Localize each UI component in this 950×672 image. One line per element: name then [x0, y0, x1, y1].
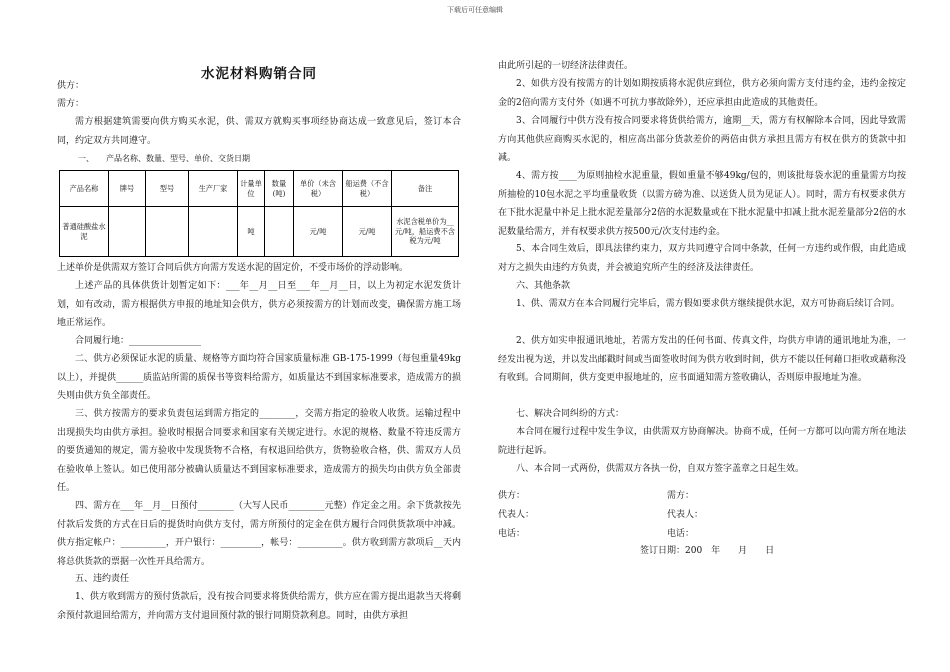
section-1-title: 一、 产品名称、数量、型号、单价、交货日期	[78, 154, 250, 163]
table-cell	[146, 207, 189, 257]
section-5-item-2: 2、如供方没有按需方的计划如期按质将水泥供应到位，供方必须向需方支付违约金，违约金按定金的2倍向需方支付外（如遇不可抗力事故除外），还应承担由此造成的其他责任。	[498, 79, 906, 108]
table-cell: 吨	[238, 207, 265, 257]
section-6-item-1: 1、供、需双方在本合同履行完毕后，需方假如要求供方继续提供水泥，双方可协商后续订合同。	[516, 299, 900, 309]
table-header-cell: 备注	[392, 171, 459, 207]
table-header-row	[60, 171, 459, 207]
section-5-item-5: 5、本合同生效后，即具法律约束力，双方共同遵守合同中条款，任何一方违约或作假，由此造成对方之损失由违约方负责，并会被追究所产生的经济及法律责任。	[498, 244, 906, 273]
supplier-phone-label: 电话：	[498, 529, 526, 539]
signing-date: 签订日期：200 年 月 日	[640, 546, 775, 556]
table-cell	[265, 207, 294, 257]
section-5-item-3: 3、合同履行中供方没有按合同要求将货供给需方，逾期__天，需方有权解除本合同，因此导致需方向其他供应商购买水泥的，相应高出部分货款差价的两倍由供方承担且需方有权在供方的货款中扣减。	[498, 116, 906, 163]
table-row	[60, 207, 459, 257]
section-4: 四、需方在___年__月__日预付________（大写人民币________元整）作定金之用。余下货款按先付款后发货的方式在日后的提货时向供方支付，需方所预付的定金在供方履行合同供货款项中冲减。供方指定帐户：__________，开户银行：_________，帐号：__________。供方收到需方款项后__天内将总供货款的票据一次性开具给需方。	[57, 501, 461, 567]
product-table	[59, 170, 459, 257]
buyer-representative-label: 代表人：	[667, 510, 704, 520]
table-header-cell: 牌号	[109, 171, 146, 207]
buyer-line: 需方：	[57, 99, 85, 109]
section-8: 八、本合同一式两份，供需双方各执一份，自双方签字盖章之日起生效。	[516, 464, 805, 474]
supplier-representative-label: 代表人：	[498, 510, 535, 520]
section-7-body: 本合同在履行过程中发生争议，由供需双方协商解决。协商不成，任何一方都可以向需方所在地法院进行起诉。	[498, 427, 906, 456]
table-cell: 元/吨	[343, 207, 392, 257]
section-3: 三、供方按需方的要求负责包运到需方指定的________，交需方指定的验收人收货。运输过程中出现损失均由供方承担。验收时根据合同要求和国家有关规定进行。水泥的规格、数量不符违反需方的要货通知的规定，需方验收中发现货物不合格，有权退回给供方，货物验收合格，供、需双方人员在验收单上签认。如已使用部分被确认质量达不到国家标准要求，造成需方的损失均由供方负全部责任。	[57, 409, 461, 493]
section-5-item-4: 4、需方按____为原则抽检水泥重量，假如重量不够49kg/包的，则该批每袋水泥的重量需方均按所抽检的10包水泥之平均重量收货（以需方磅为准、以送货人员为见证人）。同时，需方有权要求供方在下批水泥量中补足上批水泥差量部分2倍的水泥数量或在下批水泥量中扣减上批水泥差量部分2倍的水泥数量给需方，并有权要求供方按500元/次支付违约金。	[498, 171, 906, 237]
table-header-cell: 船运费（不含税）	[343, 171, 392, 207]
table-header-cell: 计量单位	[238, 171, 265, 207]
section-2: 二、供方必须保证水泥的质量、规格等方面均符合国家质量标准 GB-175-1999（每包重量49kg以上），并提供______质监站所需的质保书等资料给需方，如质量达不到国家标准要求，造成需方的损失则由供方负全部责任。	[57, 354, 461, 401]
table-cell	[109, 207, 146, 257]
supplier-line: 供方：	[57, 81, 85, 91]
section-5-title: 五、违约责任	[75, 574, 130, 584]
delivery-plan: 上述产品的具体供货计划暂定如下：___年__月__日至___年__月__日，以上为初定水泥发货计划，如有改动，需方根据供方申报的地址知会供方，供方必须按需方的计划而改变，确保需方施工场地正常运作。	[57, 281, 461, 328]
liability-continuation: 由此所引起的一切经济法律责任。	[498, 61, 634, 71]
table-cell: 水泥含税单价为__元/吨，船运费不含税为元/吨	[392, 207, 459, 257]
table-header-cell: 单价（未含税）	[294, 171, 343, 207]
table-header-cell: 数量(吨)	[265, 171, 294, 207]
signature-buyer-label: 需方：	[667, 491, 695, 501]
header-note: 下载后可任意编辑	[447, 6, 503, 14]
intro-paragraph: 需方根据建筑需要向供方购买水泥，供、需双方就购买事项经协商达成一致意见后，签订本合同，约定双方共同遵守。	[57, 117, 461, 146]
buyer-phone-label: 电话：	[667, 529, 695, 539]
section-5-item-1: 1、供方收到需方的预付货款后，没有按合同要求将货供给需方，供方应在需方提出退款当天将剩余预付款退回给需方，并向需方支付退回预付款的银行同期贷款利息。同时，由供方承担	[57, 592, 461, 621]
table-header-cell: 型号	[146, 171, 189, 207]
price-note: 上述单价是供需双方签订合同后供方向需方发送水泥的固定价，不受市场价的浮动影响。	[57, 263, 409, 273]
performance-venue: 合同履行地：________________	[75, 336, 202, 346]
section-7-title: 七、解决合同纠纷的方式：	[516, 409, 625, 419]
section-6-item-2: 2、供方如实申报通讯地址，若需方发出的任何书面、传真文件，均供方申请的通讯地址为准，一经发出视为送，并以发出邮戳时间或当面签收时间为供方收到时间，供方不能以任何藉口拒收或藉称没有收到。合同期间，供方变更申报地址的，应书面通知需方签收确认，否则原申报地址为准。	[498, 336, 906, 383]
table-cell: 元/吨	[294, 207, 343, 257]
table-cell	[189, 207, 238, 257]
table-header-cell: 生产厂家	[189, 171, 238, 207]
table-header-cell: 产品名称	[60, 171, 109, 207]
signature-supplier-label: 供方：	[498, 491, 526, 501]
table-cell: 普通硅酸盐水泥	[60, 207, 109, 257]
section-6-title: 六、其他条款	[516, 281, 571, 291]
contract-title: 水泥材料购销合同	[201, 66, 317, 82]
